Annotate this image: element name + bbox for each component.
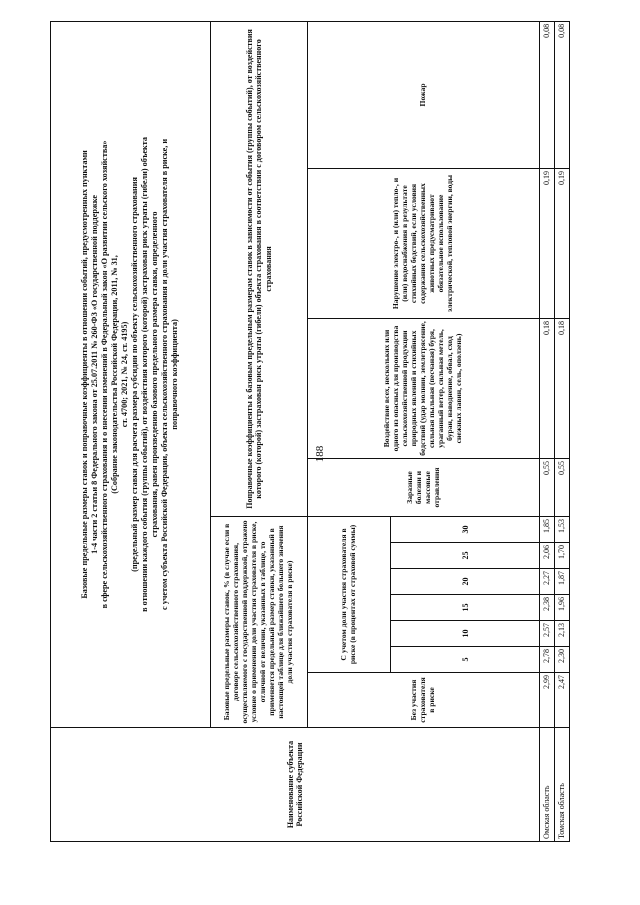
title-line: в сфере сельскохозяйственного страхования и о внесении изменений в Федеральный закон «О развитии сельского хозяйства»: [100, 140, 110, 609]
region-name: Омская область: [540, 728, 555, 842]
share-level-header: 15: [391, 595, 540, 621]
title-line: 1-4 части 2 статьи 8 Федерального закона от 25.07.2011 № 260-ФЗ «О государственной поддержке: [90, 195, 100, 554]
rate-share: 2,38: [540, 595, 555, 621]
title-line: поправочного коэффициента): [170, 319, 180, 430]
rates-table: [50, 21, 570, 842]
table-row: [540, 21, 555, 841]
rate-share: 1,85: [540, 517, 555, 543]
table-row: [555, 21, 570, 841]
region-name: Томская область: [555, 728, 570, 842]
share-level-header: 30: [391, 517, 540, 543]
event-header-natural-disasters: [308, 319, 540, 459]
page-number: 188: [314, 445, 326, 463]
title-line: страхования, равен произведению базового предельного размера ставки, определенного: [150, 211, 160, 538]
coefficients-header-text: Поправочные коэффициенты к базовым предельным размерам ставок в зависимости от события (группы событий), от воздействия которого (которой) застрахован риск утраты (гибели) объекта страхования в соответствии с договором сельскохозяйственного страхования: [244, 29, 273, 509]
no-share-header: [308, 673, 540, 728]
coefficient: 0,18: [540, 319, 555, 459]
title-line: (Собрание законодательства Российской Федерации, 2011, № 31,: [110, 255, 120, 494]
coefficient: 0,55: [540, 459, 555, 517]
base-rates-header-text: Базовые предельные размеры ставок, % (в случае если в договоре сельскохозяйственного страхования, осуществляемого с государственной поддержкой, отражено условие о применении доли участия страхователя в риске, отличной от величин, указанных в таблице, то применяется предельный размер ставки, указанный в настоящей таблице для ближайшего большего значения доли участия страхователя в риске): [222, 520, 294, 724]
share-level-header: 25: [391, 543, 540, 569]
title-line: в отношении каждого события (группы событий), от воздействия которого (которой) застрахован риск утраты (гибели) объекта: [140, 137, 150, 612]
rate-share: 1,96: [555, 595, 570, 621]
event-header-fire: [308, 21, 540, 168]
coefficient: 0,19: [555, 169, 570, 319]
rate-share: 1,70: [555, 543, 570, 569]
base-rates-header: [210, 517, 308, 728]
table-title: [51, 21, 211, 727]
rate-no-share: 2,47: [555, 673, 570, 728]
no-share-header-text: Без участия страхователя в риске: [409, 677, 437, 723]
rate-share: 1,53: [555, 517, 570, 543]
coefficient: 0,08: [555, 21, 570, 168]
coefficient: 0,55: [555, 459, 570, 517]
share-header: [308, 517, 391, 673]
share-level-header: 20: [391, 569, 540, 595]
title-line: с учетом субъекта Российской Федерации, объекта сельскохозяйственного страхования и доли участия страхователя в риске, и: [160, 138, 170, 610]
coefficients-header: [210, 21, 308, 516]
event-header-text: Заразные болезни и массовые отравления: [404, 467, 441, 508]
rate-share: 2,13: [555, 621, 570, 647]
share-header-text: С учетом доли участия страхователя в риске (в процентах от страховой суммы): [339, 524, 358, 665]
rate-share: 2,78: [540, 647, 555, 673]
share-level-header: 10: [391, 621, 540, 647]
rate-share: 2,30: [555, 647, 570, 673]
coefficient: 0,18: [555, 319, 570, 459]
rate-no-share: 2,99: [540, 673, 555, 728]
rate-share: 1,87: [555, 569, 570, 595]
region-header-text: Наименование субъекта Российской Федерации: [285, 740, 305, 829]
rate-share: 2,57: [540, 621, 555, 647]
title-line: ст. 4700; 2021, № 24, ст. 4195): [120, 321, 130, 428]
event-header-disease: [308, 459, 540, 517]
coefficient: 0,08: [540, 21, 555, 168]
region-column-header: [51, 728, 540, 842]
rotated-table-sheet: [50, 22, 570, 842]
share-level-header: 5: [391, 647, 540, 673]
coefficient: 0,19: [540, 169, 555, 319]
title-line: Базовые предельные размеры ставок и поправочные коэффициенты в отношении событий, предусмотренных пунктами: [80, 150, 90, 599]
title-line: (предельный размер ставки для расчета размера субсидии по объекту сельскохозяйственного страхования: [130, 177, 140, 572]
event-header-text: Нарушение электро-, и (или) тепло-, и (или) водоснабжения в результате стихийных бедствий, если условия содержания сельскохозяйственных животных предусматривают обязательное использование электрической, тепловой энергии, воды: [391, 174, 455, 313]
rate-share: 2,27: [540, 569, 555, 595]
event-header-text: Воздействие всех, нескольких или одного из опасных для производства сельскохозяйственной продукции природных явлений и стихийных бедствий (удар молнии, землетрясение, сильная пыльная (песчаная) буря, ураганный ветер, сильная метель, буран, наводнение, обвал, сход снежных лавин, сель, оползень): [382, 321, 464, 456]
event-header-utility-failure: [308, 169, 540, 319]
rate-share: 2,06: [540, 543, 555, 569]
event-header-text: Пожар: [418, 83, 428, 107]
